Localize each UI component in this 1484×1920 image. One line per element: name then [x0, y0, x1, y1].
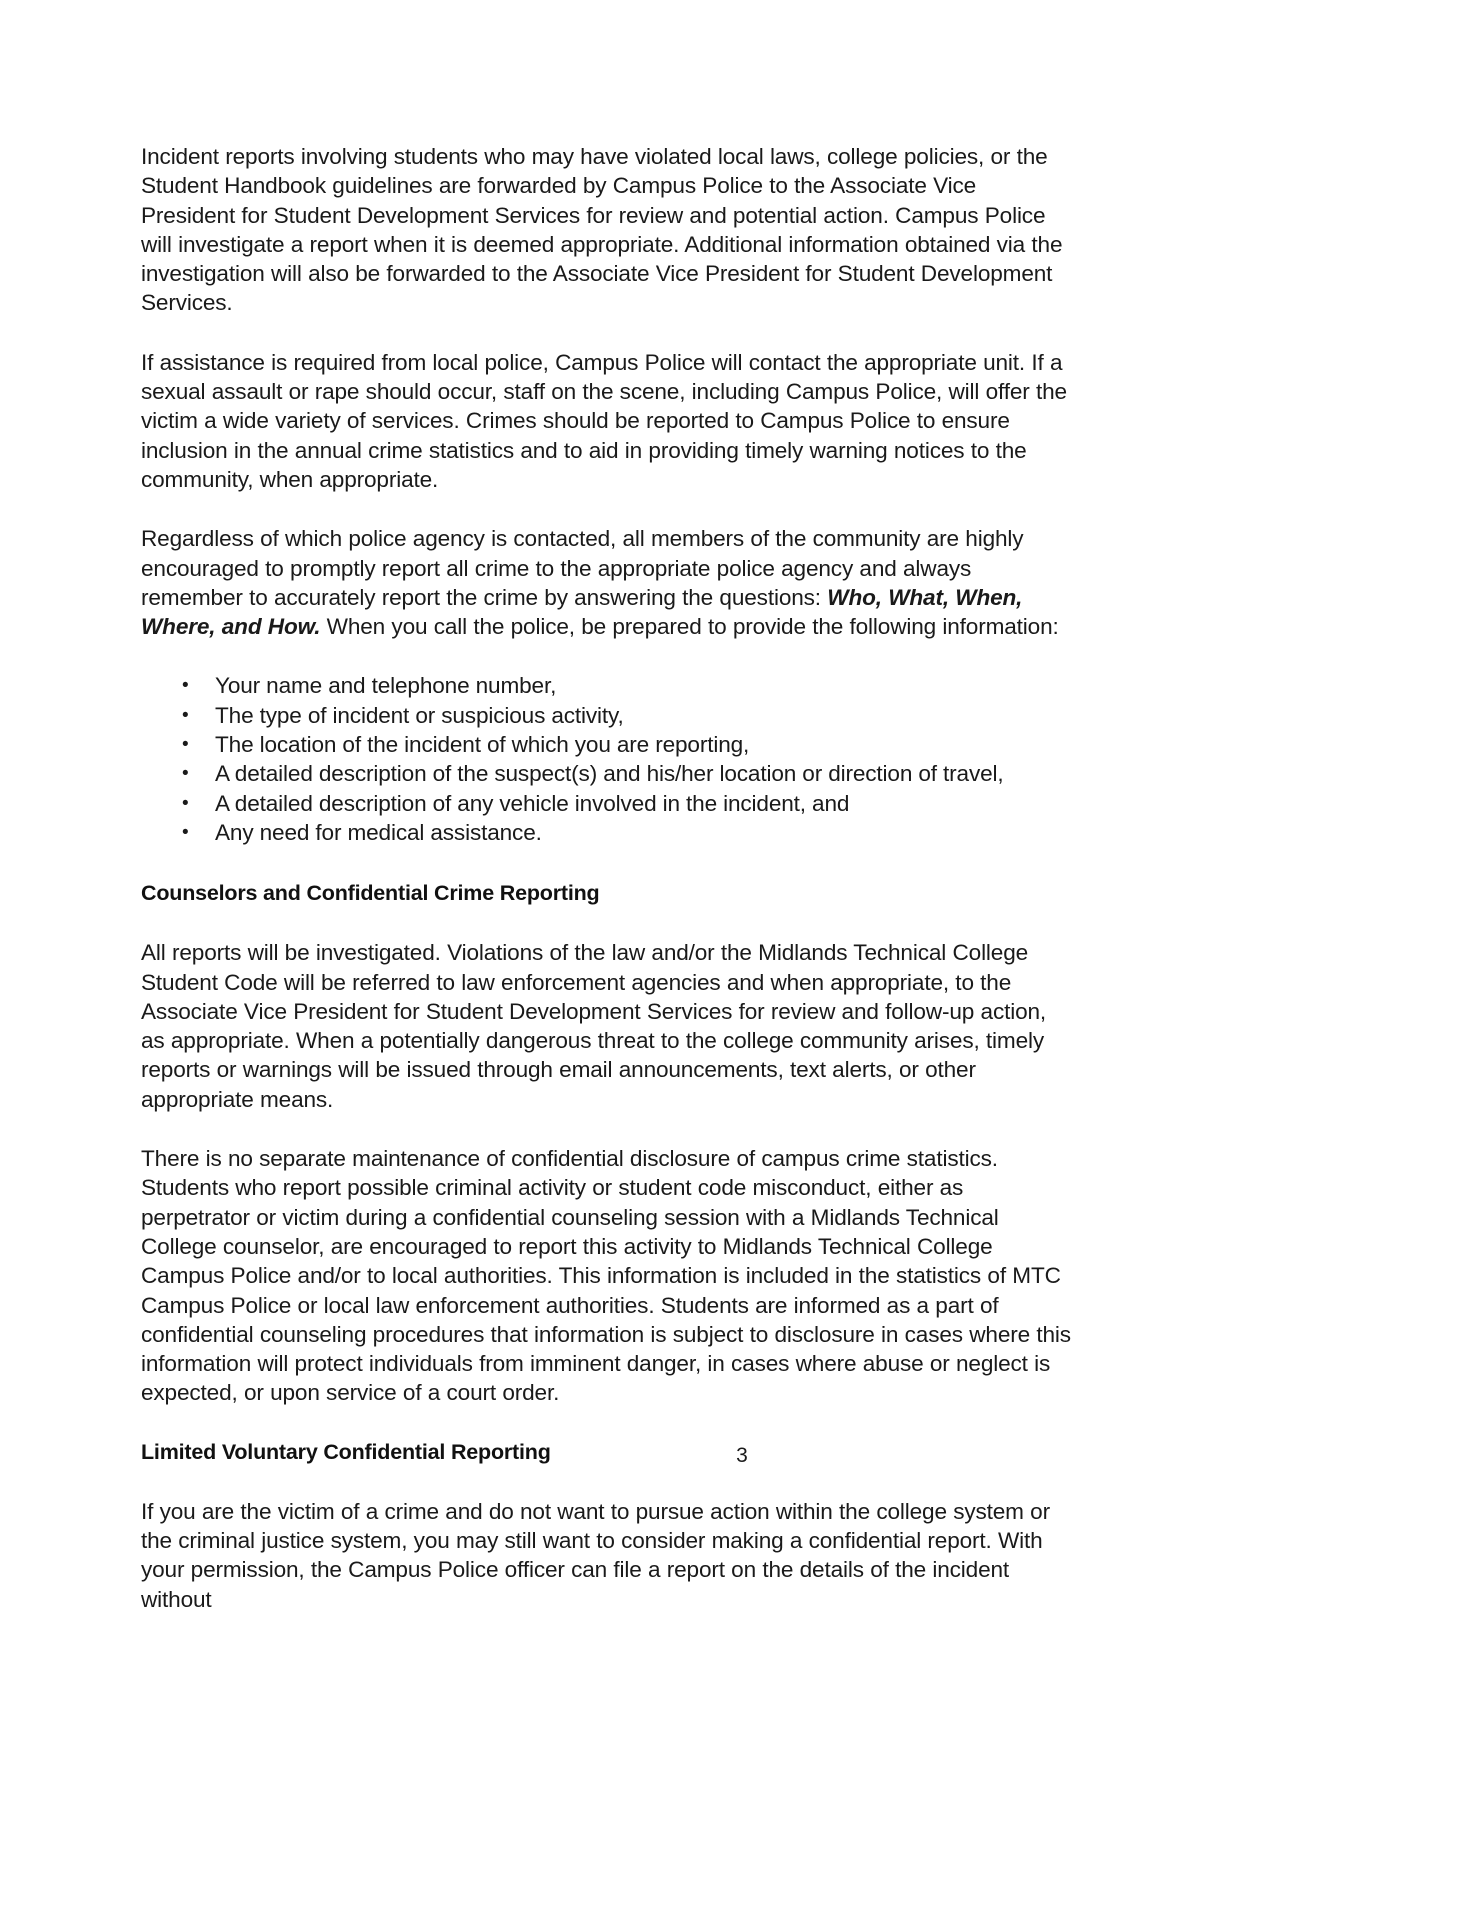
bullet-icon: •: [182, 675, 189, 697]
paragraph-victim-confidential-report: If you are the victim of a crime and do not want to pursue action within the college system or the criminal justice system, you may still want to consider making a confidential report. With your permission, the Campus Police officer can file a report on the details of the incident without: [141, 1498, 1050, 1612]
list-item-label: Your name and telephone number,: [215, 673, 557, 699]
paragraph-reporting-questions-colon: :: [814, 584, 828, 610]
document-body: [141, 142, 1071, 1614]
list-item-label: A detailed description of the suspect(s) and his/her location or direction of travel,: [215, 761, 1004, 787]
bullet-icon: •: [182, 704, 189, 726]
bullet-icon: •: [182, 821, 189, 843]
list-item: [141, 789, 1071, 818]
paragraph-all-reports-investigated: All reports will be investigated. Violations of the law and/or the Midlands Technical College Student Code will be referred to law enforcement agencies and when appropriate, to the Associate Vice President for Student Development Services for review and follow-up action, as appropriate. When a potentially dangerous threat to the college community arises, timely reports or warnings will be issued through email announcements, text alerts, or other appropriate means.: [141, 940, 1047, 1112]
list-item: [141, 818, 1071, 847]
list-item-label: The location of the incident of which you are reporting,: [215, 732, 750, 758]
list-item-label: Any need for medical assistance.: [215, 819, 542, 845]
list-item: [141, 759, 1071, 788]
paragraph-incident-reports: Incident reports involving students who may have violated local laws, college policies, or the Student Handbook guidelines are forwarded by Campus Police to the Associate Vice President for Student Development Services for review and potential action. Campus Police will investigate a report when it is deemed appropriate. Additional information obtained via the investigation will also be forwarded to the Associate Vice President for Student Development Services.: [141, 144, 1063, 316]
list-item: [141, 701, 1071, 730]
list-item-label: A detailed description of any vehicle involved in the incident, and: [215, 790, 850, 816]
section-heading-limited-voluntary-confidential-reporting: Limited Voluntary Confidential Reporting: [141, 1439, 551, 1464]
paragraph-reporting-questions: [141, 524, 1071, 641]
paragraph-reporting-questions-tail: When you call the police, be prepared to provide the following information:: [320, 614, 1059, 640]
paragraph-reporting-questions-lead: Regardless of which police agency is contacted, all members of the community are highly encouraged to promptly report all crime to the appropriate police agency and always remember to accurately report the crime by answering the questions: [141, 526, 1024, 610]
list-item: [141, 671, 1071, 700]
list-item: [141, 730, 1071, 759]
page-number: 3: [736, 1444, 748, 1467]
bullet-icon: •: [182, 792, 189, 814]
paragraph-local-police-assistance: If assistance is required from local police, Campus Police will contact the appropriate unit. If a sexual assault or rape should occur, staff on the scene, including Campus Police, will offer the victim a wide variety of services. Crimes should be reported to Campus Police to ensure inclusion in the annual crime statistics and to aid in providing timely warning notices to the community, when appropriate.: [141, 349, 1067, 492]
reporting-information-list: [141, 671, 1071, 847]
list-item-label: The type of incident or suspicious activity,: [215, 702, 624, 728]
bullet-icon: •: [182, 734, 189, 756]
bullet-icon: •: [182, 763, 189, 785]
paragraph-reporting-questions-emphasis: Who, What, When, Where, and How.: [141, 584, 1023, 640]
section-heading-counselors-confidential-crime-reporting: Counselors and Confidential Crime Reporting: [141, 881, 600, 906]
paragraph-confidential-disclosure: There is no separate maintenance of confidential disclosure of campus crime statistics. Students who report possible criminal activity or student code misconduct, either as perpetrator or victim during a confidential counseling session with a Midlands Technical College counselor, are encouraged to report this activity to Midlands Technical College Campus Police and/or to local authorities. This information is included in the statistics of MTC Campus Police or local law enforcement authorities. Students are informed as a part of confidential counseling procedures that information is subject to disclosure in cases where this information will protect individuals from imminent danger, in cases where abuse or neglect is expected, or upon service of a court order.: [141, 1146, 1071, 1406]
